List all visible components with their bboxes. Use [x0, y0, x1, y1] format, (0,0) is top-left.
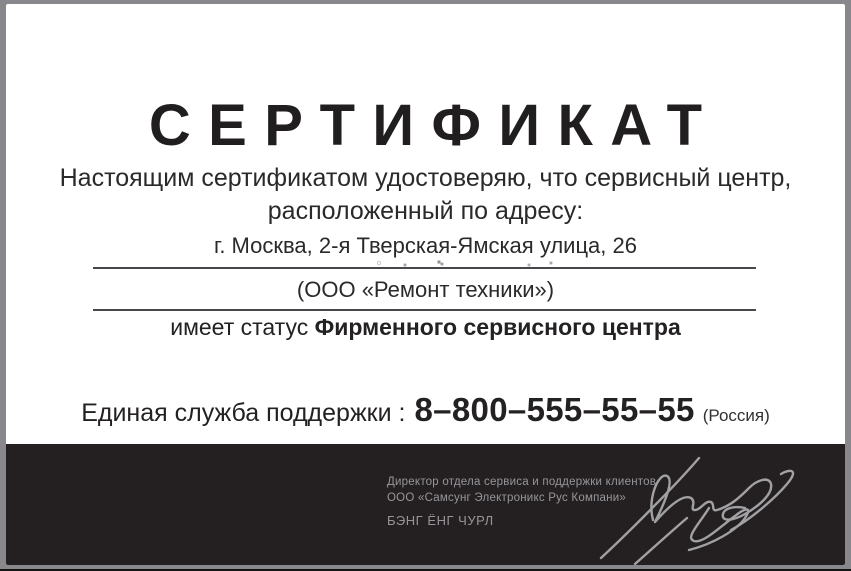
signature — [591, 444, 817, 565]
status-value: Фирменного сервисного центра — [314, 314, 681, 340]
service-center-address: г. Москва, 2-я Тверская-Ямская улица, 26 — [213, 233, 637, 258]
service-center-company: (ООО «Ремонт техники») — [296, 277, 555, 302]
director-name: БЭНГ ЁНГ ЧУРЛ — [387, 513, 494, 528]
status-line — [6, 312, 845, 342]
support-phone-number: 8–800–555–55–55 — [414, 391, 695, 428]
director-title: Директор отдела сервиса и поддержки клиентов — [387, 476, 657, 488]
intro-line-1: Настоящим сертификатом удостоверяю, что сервисный центр, — [59, 164, 792, 192]
address-underline — [93, 267, 756, 269]
support-region: (Россия) — [702, 406, 770, 425]
clipped-caption-artifact — [378, 262, 380, 264]
support-line — [6, 389, 845, 434]
status-prefix: имеет статус — [170, 314, 315, 340]
footer-band — [6, 444, 845, 565]
intro-line-2: расположенный по адресу: — [267, 197, 584, 225]
footer-company: ООО «Самсунг Электроникс Рус Компани» — [387, 492, 627, 504]
support-label: Единая служба поддержки : — [81, 399, 406, 427]
intro-paragraph — [6, 162, 845, 228]
certificate-title: СЕРТИФИКАТ — [148, 93, 720, 158]
signature-icon — [591, 444, 817, 565]
company-underline — [93, 309, 756, 311]
certificate-page — [6, 4, 845, 565]
